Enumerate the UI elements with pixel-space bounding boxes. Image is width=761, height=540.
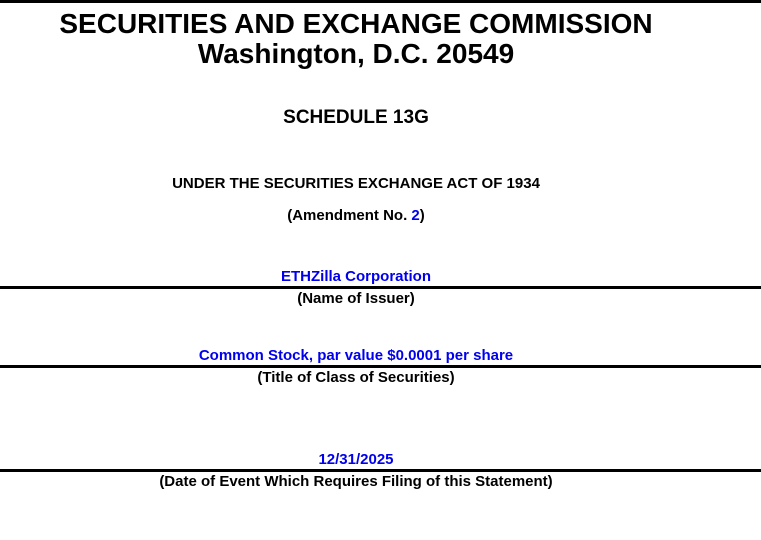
amendment-number: 2 [411, 207, 420, 224]
amendment-prefix: (Amendment No. [287, 207, 412, 224]
exchange-act-line: UNDER THE SECURITIES EXCHANGE ACT OF 1934 [172, 175, 540, 192]
event-date-label: (Date of Event Which Requires Filing of this Statement) [159, 473, 553, 490]
issuer-name-label: (Name of Issuer) [297, 290, 415, 307]
schedule-title: SCHEDULE 13G [283, 107, 429, 128]
agency-location: Washington, D.C. 20549 [197, 38, 515, 69]
class-divider [0, 365, 761, 368]
class-of-securities-value: Common Stock, par value $0.0001 per share [198, 347, 514, 364]
top-divider [0, 0, 761, 3]
amendment-line [0, 207, 712, 225]
date-divider [0, 469, 761, 472]
issuer-divider [0, 286, 761, 289]
issuer-name-value: ETHZilla Corporation [281, 268, 431, 285]
event-date-value: 12/31/2025 [318, 451, 394, 468]
agency-title: SECURITIES AND EXCHANGE COMMISSION [59, 8, 653, 39]
class-of-securities-label: (Title of Class of Securities) [257, 369, 455, 386]
amendment-suffix: ) [419, 207, 425, 224]
